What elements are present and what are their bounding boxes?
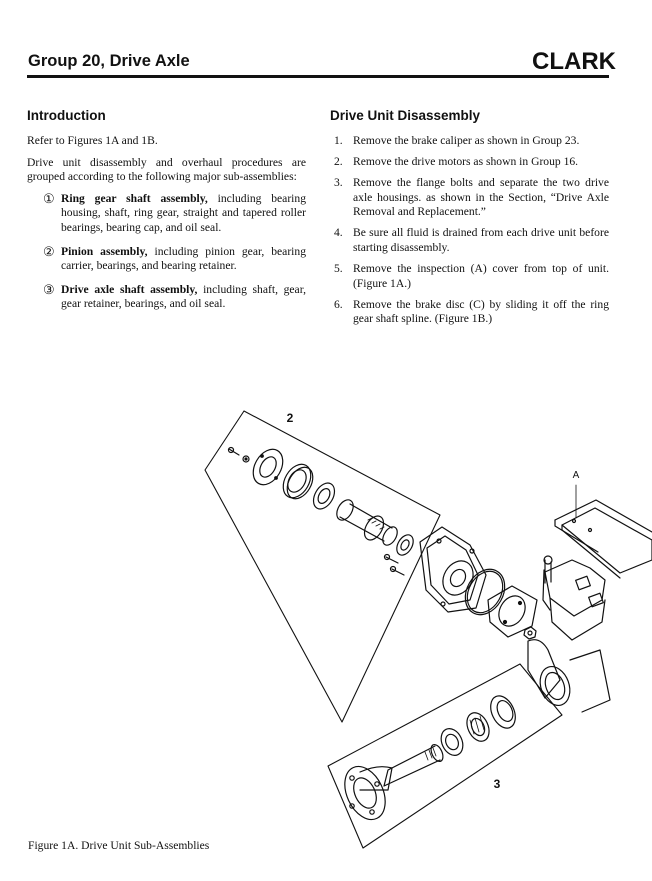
circled-number: ③ (43, 281, 55, 297)
oil-seal (278, 459, 318, 503)
subassembly-description: including shaft, gear, gear retainer, bearings, and oil seal. (61, 282, 307, 311)
bearing-retainer (488, 586, 537, 637)
subassembly-item (43, 192, 306, 236)
subassembly-name: Pinion assembly, (61, 244, 148, 258)
step-item (334, 134, 609, 149)
step-text: Remove the brake caliper as shown in Group 23. (353, 134, 580, 147)
ring-gear-shaft (333, 497, 400, 548)
assembly-3-outline (328, 664, 562, 848)
drive-unit-exploded-view (0, 380, 652, 850)
step-number: 3. (334, 176, 343, 190)
step-text: Remove the inspection (A) cover from top of unit. (Figure 1A.) (353, 262, 609, 290)
step-item (334, 155, 609, 170)
subassembly-description: including bearing housing, shaft, ring gear, straight and tapered roller bearings, bearing cap, and oil seal. (61, 191, 306, 234)
step-text: Remove the drive motors as shown in Group 16. (353, 155, 579, 169)
label-3: 3 (493, 777, 501, 791)
o-ring-gasket (457, 562, 512, 622)
disassembly-steps (334, 134, 609, 334)
tapered-bearing (309, 479, 339, 512)
clark-logo (532, 47, 616, 75)
step-text: Remove the flange bolts and separate the two drive axle housings. as shown in the Section, “Drive Axle Removal and Replacement.” (353, 176, 609, 219)
label-a: A (572, 470, 580, 481)
inspection-cover (555, 500, 652, 552)
subassembly-name: Drive axle shaft assembly, (61, 282, 198, 296)
svg-text:CLARK: CLARK (532, 48, 616, 75)
introduction-body (27, 134, 306, 321)
subassembly-item (43, 245, 306, 274)
step-number: 4. (334, 226, 343, 240)
bearing-cap (247, 444, 289, 490)
circled-number: ② (43, 243, 55, 259)
drive-axle-shaft (337, 743, 445, 826)
page-title: Group 20, Drive Axle (28, 52, 190, 70)
circled-number: ① (43, 190, 55, 206)
introduction-heading: Introduction (27, 108, 106, 123)
intro-paragraph-2: Drive unit disassembly and overhaul procedures are grouped according to the following major sub-assemblies: (27, 155, 306, 184)
step-item (334, 298, 609, 327)
subassembly-description: including pinion gear, bearing carrier, bearings, and bearing retainer. (61, 244, 306, 273)
assembly-2-outline (205, 411, 440, 722)
disassembly-heading: Drive Unit Disassembly (330, 108, 481, 123)
step-item (334, 226, 609, 255)
header-rule (27, 75, 609, 78)
housing-bolts (385, 555, 405, 576)
step-number: 6. (334, 297, 343, 311)
subassembly-item (43, 283, 306, 312)
step-item (334, 176, 609, 220)
intro-paragraph-1: Refer to Figures 1A and 1B. (27, 134, 158, 147)
drive-axle-housing (528, 508, 652, 712)
step-text: Be sure all fluid is drained from each drive unit before starting disassembly. (353, 226, 609, 255)
bearing-housing (420, 527, 486, 612)
screw-part (229, 448, 250, 463)
step-number: 1. (334, 134, 343, 147)
figure-caption: Figure 1A. Drive Unit Sub-Assemblies (28, 839, 210, 852)
subassembly-name: Ring gear shaft assembly, (61, 191, 208, 205)
label-2: 2 (286, 411, 294, 425)
step-text: Remove the brake disc (C) by sliding it off the ring gear shaft spline. (Figure 1B.) (353, 297, 609, 326)
step-number: 2. (334, 155, 343, 169)
step-number: 5. (334, 262, 343, 276)
step-item (334, 262, 609, 291)
